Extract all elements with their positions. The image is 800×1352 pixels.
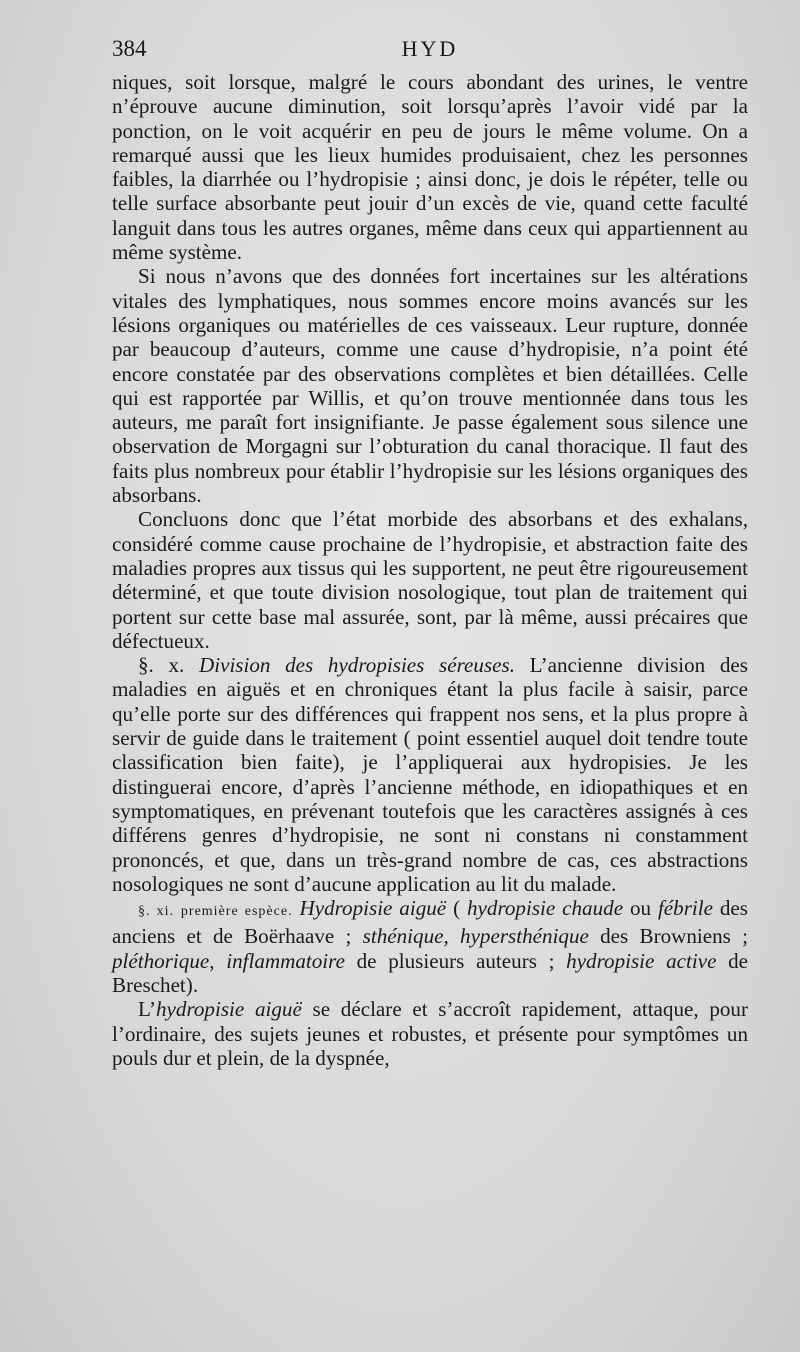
text-run: se déclare et s’accroît rapidement, attaque, pour l’ordinaire, des sujets jeunes et robustes, et présente pour symptômes un pouls dur et plein, de la dyspnée, (112, 997, 749, 1070)
paragraph-2: Si nous n’avons que des données fort incertaines sur les altérations vitales des lymphatiques, nous sommes encore moins avancés sur les lésions organiques ou matérielles de ces vaisseaux. Leur rupture, donnée par beaucoup d’auteurs, comme une cause d’hydropisie, n’a point été encore constatée par des observations complètes et bien détaillées. Celle qui est rapportée par Willis, et qu’on trouve mentionnée dans tous les auteurs, me paraît fort insignifiante. Je passe également sous silence une observation de Morgagni sur l’obturation du canal thoracique. Il faut des faits plus nombreux pour établir l’hydropisie sur les lésions organiques des absorbans. (112, 264, 748, 508)
section-10-text: L’ancienne division des maladies en aiguës et en chroniques étant la plus facile à saisir, parce qu’elle porte sur des différences qui frappent nos sens, et la plus propre à servir de guide dans le traitement ( point essentiel auquel doit tendre toute classification bien faite), je l’appliquerai aux hydropisies. Je les distinguerai encore, d’après l’ancienne méthode, en idiopathiques et en symptomatiques, en prévenant toutefois que les caractères assignés à ces différens genres d’hydropisie, ne sont ni constans ni constamment prononcés, et que, dans un très-grand nombre de cas, ces abstractions nosologiques ne sont d’aucune application au lit du malade. (112, 653, 748, 896)
section-10-number: §. x. (138, 653, 185, 678)
section-11-number: §. xi. (138, 904, 175, 920)
running-head: HYD (401, 36, 459, 61)
paragraph-section-11 (112, 896, 748, 997)
paragraph-3: Concluons donc que l’état morbide des absorbans et des exhalans, considéré comme cause prochaine de l’hydropisie, et abstraction faite des maladies propres aux tissus qui les supportent, ne peut être rigoureusement déterminé, et que toute division nosologique, tout plan de traitement qui portent sur cette base mal assurée, sont, par là même, aussi précaires que défectueux. (112, 507, 748, 653)
paragraph-6 (112, 997, 748, 1070)
page-header (112, 36, 748, 70)
term-hydropisie-active: hydropisie active (566, 948, 717, 973)
term-febrile: fébrile (657, 896, 713, 921)
term-plethorique: pléthorique (112, 948, 210, 973)
section-10-title: Division des hydropisies séreuses. (198, 653, 515, 678)
term-inflammatoire: inflammatoire (226, 948, 345, 973)
text-run: ou (623, 896, 658, 921)
paragraph-1: niques, soit lorsque, malgré le cours abondant des urines, le ventre n’éprouve aucune diminution, soit lorsqu’après l’avoir vidé par la ponction, on le voit acquérir en peu de jours le même volume. On a remarqué aussi que les lieux humides produisaient, chez les personnes faibles, la diarrhée ou l’hydropisie ; ainsi donc, je dois le répéter, telle ou telle surface absorbante peut jouir d’un excès de vie, quand cette faculté languit dans tous les autres organes, même dans ceux qui appartiennent au même système. (112, 70, 748, 265)
body-text (112, 70, 748, 1070)
text-run: des Browniens ; (588, 924, 749, 949)
section-11-title: Hydropisie aiguë (299, 896, 447, 921)
text-run: ( (446, 896, 467, 921)
term-hydropisie-aigue: hydropisie aiguë (155, 997, 302, 1022)
text-run: des anciens et de Boërhaave ; (112, 896, 749, 949)
text-run: de plusieurs auteurs ; (344, 948, 567, 973)
text-run: L’ (138, 997, 156, 1022)
text-run: de Breschet). (112, 948, 749, 997)
page-number: 384 (112, 36, 147, 61)
term-sthenique: sthénique, hypersthénique (362, 924, 589, 949)
term-hydropisie-chaude: hydropisie chaude (466, 896, 624, 921)
species-label: première espèce. (180, 904, 293, 920)
paragraph-section-10 (112, 653, 748, 896)
text-run: , (209, 948, 227, 973)
